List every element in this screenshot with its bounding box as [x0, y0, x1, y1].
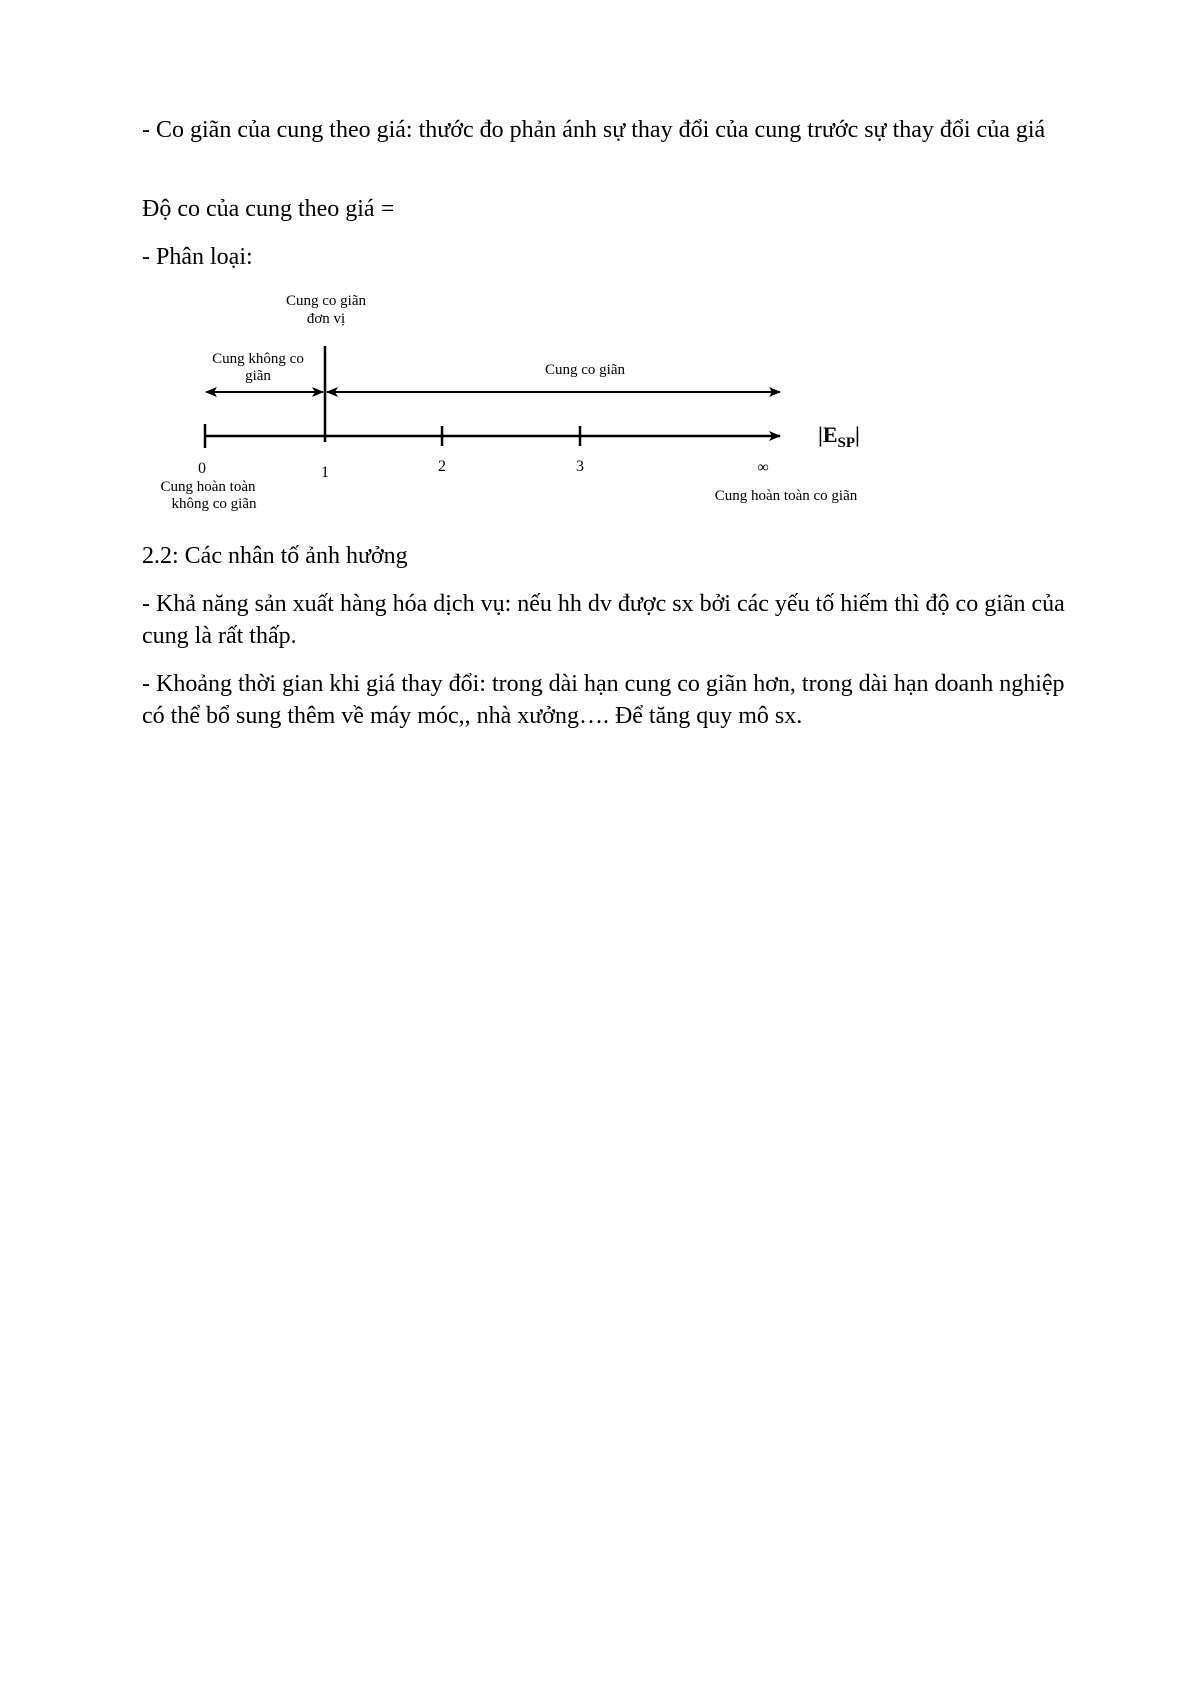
- tick-label-0: 0: [198, 460, 206, 477]
- inelastic-label-line2: giãn: [245, 368, 271, 384]
- axis-label-esp: $|E_{SP}|$: [818, 422, 860, 451]
- elasticity-diagram: [140, 290, 900, 520]
- elasticity-number-line: [140, 290, 900, 520]
- perfectly-inelastic-label-line1: Cung hoàn toàn: [160, 479, 256, 495]
- factor-paragraph-time: - Khoảng thời gian khi giá thay đổi: trong dài hạn cung co giãn hơn, trong dài hạn doanh nghiệp có thể bổ sung thêm về máy móc,, nhà xưởng…. Để tăng quy mô sx.: [142, 671, 1065, 729]
- perfectly-inelastic-label-line2: không co giãn: [171, 496, 257, 512]
- tick-label-infinity: ∞: [757, 459, 769, 476]
- tick-label-2: 2: [438, 458, 446, 475]
- section-heading: 2.2: Các nhân tố ảnh hưởng: [142, 543, 408, 569]
- perfectly-elastic-label: Cung hoàn toàn co giãn: [714, 488, 858, 504]
- unit-elastic-label-line1: Cung co giãn: [286, 293, 366, 309]
- tick-label-3: 3: [576, 458, 584, 475]
- definition-paragraph: - Co giãn của cung theo giá: thước đo phản ánh sự thay đổi của cung trước sự thay đổi của giá: [142, 117, 1046, 143]
- tick-label-1: 1: [321, 464, 329, 481]
- inelastic-label-line1: Cung không co: [212, 351, 304, 367]
- elastic-label: Cung co giãn: [545, 362, 625, 378]
- factor-paragraph-production: - Khả năng sản xuất hàng hóa dịch vụ: nếu hh dv được sx bởi các yếu tố hiếm thì độ co giãn của cung là rất thấp.: [142, 591, 1065, 649]
- classification-paragraph: - Phân loại:: [142, 244, 253, 270]
- unit-elastic-label-line2: đơn vị: [306, 311, 346, 327]
- formula-paragraph: Độ co của cung theo giá =: [142, 196, 395, 222]
